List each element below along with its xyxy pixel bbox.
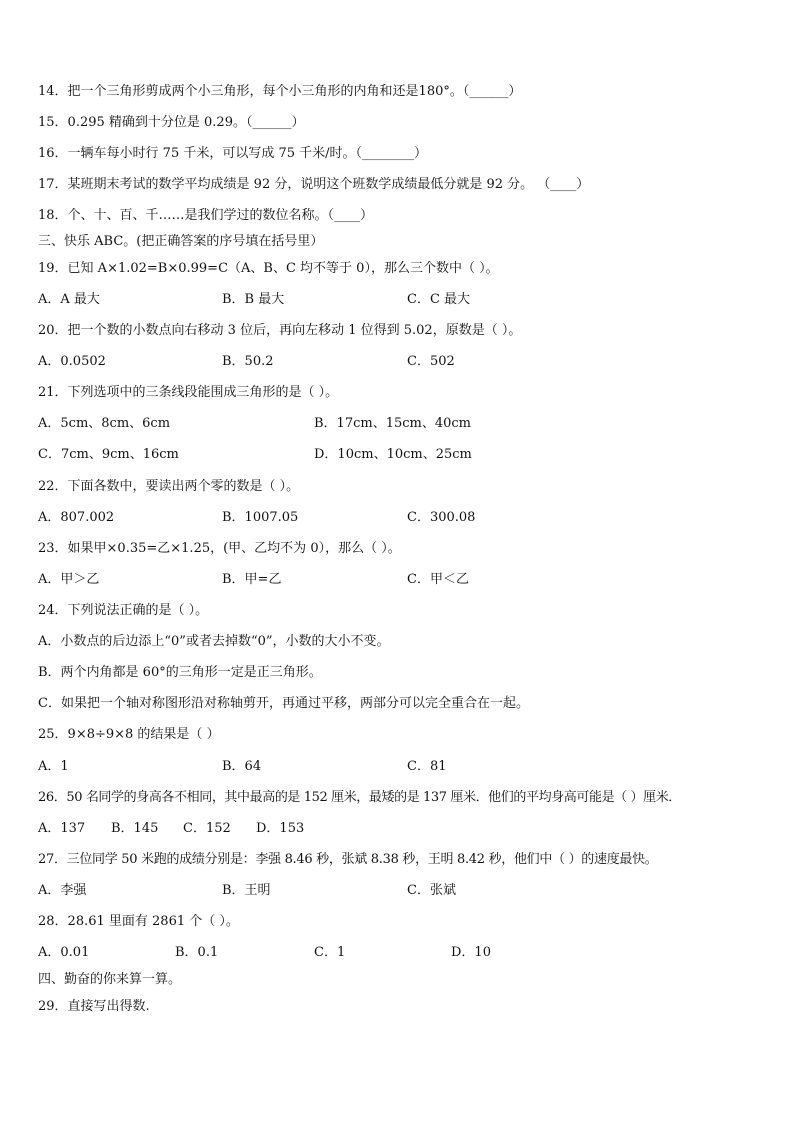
q26-stem: 26．50 名同学的身高各不相同，其中最高的是 152 厘米，最矮的是 137 厘米．他们的平均身高可能是（ ）厘米． [38, 790, 681, 805]
q28-option-b: B．0.1 [175, 945, 219, 960]
q25-option-a: A．1 [38, 759, 69, 774]
q20-stem: 20．把一个数的小数点向右移动 3 位后，再向左移动 1 位得到 5.02，原数是（ ）。 [38, 323, 522, 338]
q19-stem: 19．已知 A×1.02=B×0.99=C（A、B、C 均不等于 0），那么三个数中（ ）。 [38, 261, 499, 276]
q19-option-c: C．C 最大 [407, 292, 471, 307]
q24-stem: 24．下列说法正确的是（ ）。 [38, 603, 209, 618]
q21-option-d: D．10cm、10cm、25cm [314, 447, 472, 462]
q20-option-a: A．0.0502 [38, 354, 106, 369]
section-4-heading: 四、勤奋的你来算一算。 [38, 972, 182, 987]
q16: 16．一辆车每小时行 75 千米，可以写成 75 千米/时。（________） [38, 146, 428, 161]
q19-option-a: A．A 最大 [38, 292, 100, 307]
q22-stem: 22．下面各数中，要读出两个零的数是（ ）。 [38, 479, 300, 494]
q28-option-a: A．0.01 [38, 945, 90, 960]
q21-option-a: A．5cm、8cm、6cm [38, 416, 171, 431]
q26-option-c: C．152 [183, 821, 231, 836]
q22-option-a: A．807.002 [38, 510, 115, 525]
q26-option-d: D．153 [256, 821, 305, 836]
q27-stem: 27．三位同学 50 米跑的成绩分别是：李强 8.46 秒，张斌 8.38 秒，王明 8.42 秒，他们中（ ）的速度最快。 [38, 852, 658, 867]
q14: 14．把一个三角形剪成两个小三角形，每个小三角形的内角和还是180°。（______） [38, 84, 522, 99]
q15: 15．0.295 精确到十分位是 0.29。（______） [38, 115, 305, 130]
q22-option-b: B．1007.05 [222, 510, 299, 525]
q22-option-c: C．300.08 [407, 510, 476, 525]
q24-option-a: A．小数点的后边添上“0”或者去掉数“0”，小数的大小不变。 [38, 634, 390, 649]
section-3-heading: 三、快乐 ABC。(把正确答案的序号填在括号里） [38, 234, 324, 249]
q27-option-c: C．张斌 [407, 883, 456, 898]
q27-option-a: A．李强 [38, 883, 87, 898]
q23-stem: 23．如果甲×0.35=乙×1.25，(甲、乙均不为 0），那么（ ）。 [38, 541, 401, 556]
q20-option-c: C．502 [407, 354, 455, 369]
q26-option-a: A．137 [38, 821, 86, 836]
q17: 17．某班期末考试的数学平均成绩是 92 分，说明这个班数学成绩最低分就是 92 分。 （____） [38, 177, 590, 192]
q25-option-b: B．64 [222, 759, 262, 774]
q26-option-b: B．145 [111, 821, 159, 836]
q25-stem: 25．9×8÷9×8 的结果是（ ） [38, 727, 220, 742]
q27-option-b: B．王明 [222, 883, 271, 898]
q21-stem: 21．下列选项中的三条线段能围成三角形的是（ ）。 [38, 385, 339, 400]
q24-option-c: C．如果把一个轴对称图形沿对称轴剪开，再通过平移，两部分可以完全重合在一起。 [38, 696, 529, 711]
q23-option-c: C．甲＜乙 [407, 572, 469, 587]
q20-option-b: B．50.2 [222, 354, 274, 369]
q24-option-b: B．两个内角都是 60°的三角形一定是正三角形。 [38, 665, 322, 680]
q29: 29．直接写出得数. [38, 999, 150, 1014]
q28-stem: 28．28.61 里面有 2861 个（ ）。 [38, 914, 239, 929]
q23-option-a: A．甲＞乙 [38, 572, 100, 587]
q28-option-c: C．1 [314, 945, 346, 960]
q18: 18．个、十、百、千……是我们学过的数位名称。（____） [38, 208, 374, 223]
q23-option-b: B．甲=乙 [222, 572, 282, 587]
q19-option-b: B．B 最大 [222, 292, 285, 307]
q21-option-b: B．17cm、15cm、40cm [314, 416, 472, 431]
q25-option-c: C．81 [407, 759, 447, 774]
q21-option-c: C．7cm、9cm、16cm [38, 447, 179, 462]
q28-option-d: D．10 [451, 945, 491, 960]
